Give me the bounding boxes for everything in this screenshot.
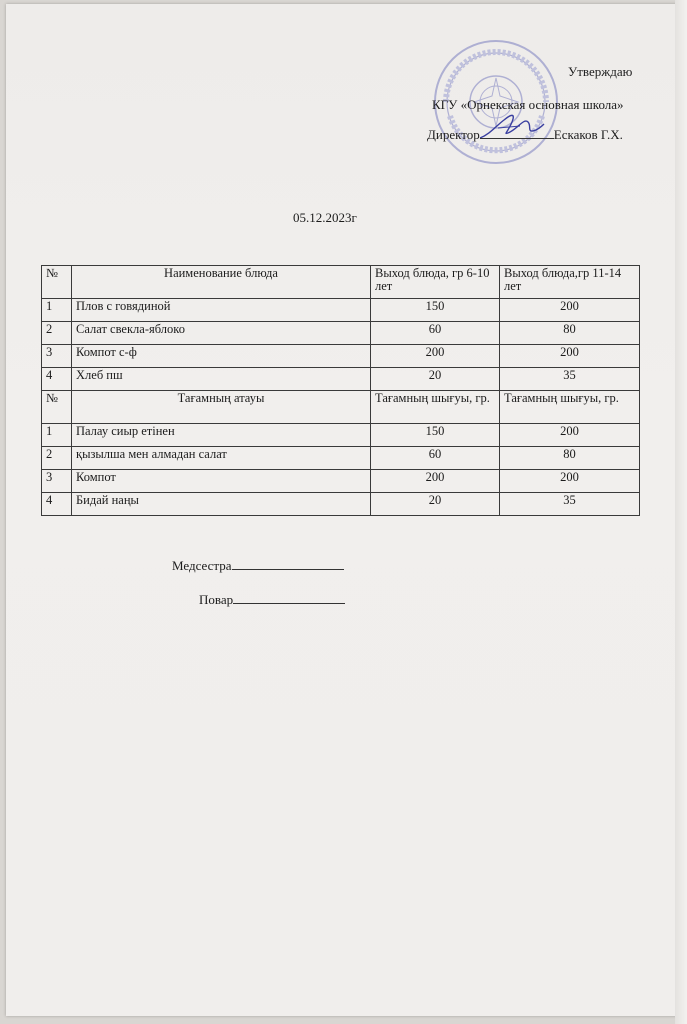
dish-name: Салат свекла-яблоко (72, 322, 371, 345)
yield-6-10: 150 (371, 424, 500, 447)
cook-signature-line (199, 592, 345, 608)
dish-name: Плов с говядиной (72, 299, 371, 322)
table-header-ru (42, 266, 640, 299)
table-row (42, 447, 640, 470)
school-name: КГУ «Орнекская основная школа» (432, 97, 624, 112)
header-dish-name: Тағамның атауы (72, 391, 371, 424)
table-header-kz (42, 391, 640, 424)
header-dish-name: Наименование блюда (72, 266, 371, 299)
table-row (42, 424, 640, 447)
header-number: № (42, 391, 72, 424)
yield-11-14: 35 (500, 368, 640, 391)
director-title: Директор (427, 127, 480, 142)
header-yield-11-14: Тағамның шығуы, гр. (500, 391, 640, 424)
dish-name: Палау сиыр етінен (72, 424, 371, 447)
dish-name: Хлеб пш (72, 368, 371, 391)
yield-6-10: 200 (371, 345, 500, 368)
row-number: 3 (42, 345, 72, 368)
yield-6-10: 20 (371, 368, 500, 391)
signature-line (480, 128, 554, 139)
row-number: 4 (42, 368, 72, 391)
approval-heading: Утверждаю (568, 64, 633, 79)
yield-11-14: 200 (500, 424, 640, 447)
row-number: 2 (42, 447, 72, 470)
header-yield-11-14: Выход блюда,гр 11-14 лет (500, 266, 640, 299)
table-row (42, 368, 640, 391)
nurse-label: Медсестра (172, 558, 232, 573)
menu-date: 05.12.2023г (293, 210, 357, 225)
table-row (42, 322, 640, 345)
header-yield-6-10: Тағамның шығуы, гр. (371, 391, 500, 424)
yield-6-10: 20 (371, 493, 500, 516)
row-number: 2 (42, 322, 72, 345)
dish-name: Компот (72, 470, 371, 493)
row-number: 4 (42, 493, 72, 516)
yield-11-14: 80 (500, 322, 640, 345)
nurse-underline (232, 559, 344, 570)
cook-underline (233, 593, 345, 604)
row-number: 1 (42, 424, 72, 447)
menu-table (41, 265, 640, 516)
table-row (42, 299, 640, 322)
table-row (42, 470, 640, 493)
nurse-signature-line (172, 558, 344, 574)
director-name: Ескаков Г.Х. (553, 127, 623, 142)
row-number: 3 (42, 470, 72, 493)
header-number: № (42, 266, 72, 299)
table-row (42, 493, 640, 516)
yield-11-14: 200 (500, 299, 640, 322)
dish-name: Бидай наңы (72, 493, 371, 516)
adjacent-page-edge (675, 0, 687, 1024)
dish-name: Компот с-ф (72, 345, 371, 368)
dish-name: қызылша мен алмадан салат (72, 447, 371, 470)
yield-11-14: 80 (500, 447, 640, 470)
yield-11-14: 35 (500, 493, 640, 516)
header-yield-6-10: Выход блюда, гр 6-10 лет (371, 266, 500, 299)
row-number: 1 (42, 299, 72, 322)
yield-6-10: 60 (371, 447, 500, 470)
table-row (42, 345, 640, 368)
yield-11-14: 200 (500, 470, 640, 493)
cook-label: Повар (199, 592, 234, 607)
yield-6-10: 60 (371, 322, 500, 345)
yield-11-14: 200 (500, 345, 640, 368)
yield-6-10: 200 (371, 470, 500, 493)
yield-6-10: 150 (371, 299, 500, 322)
director-line (427, 127, 623, 143)
